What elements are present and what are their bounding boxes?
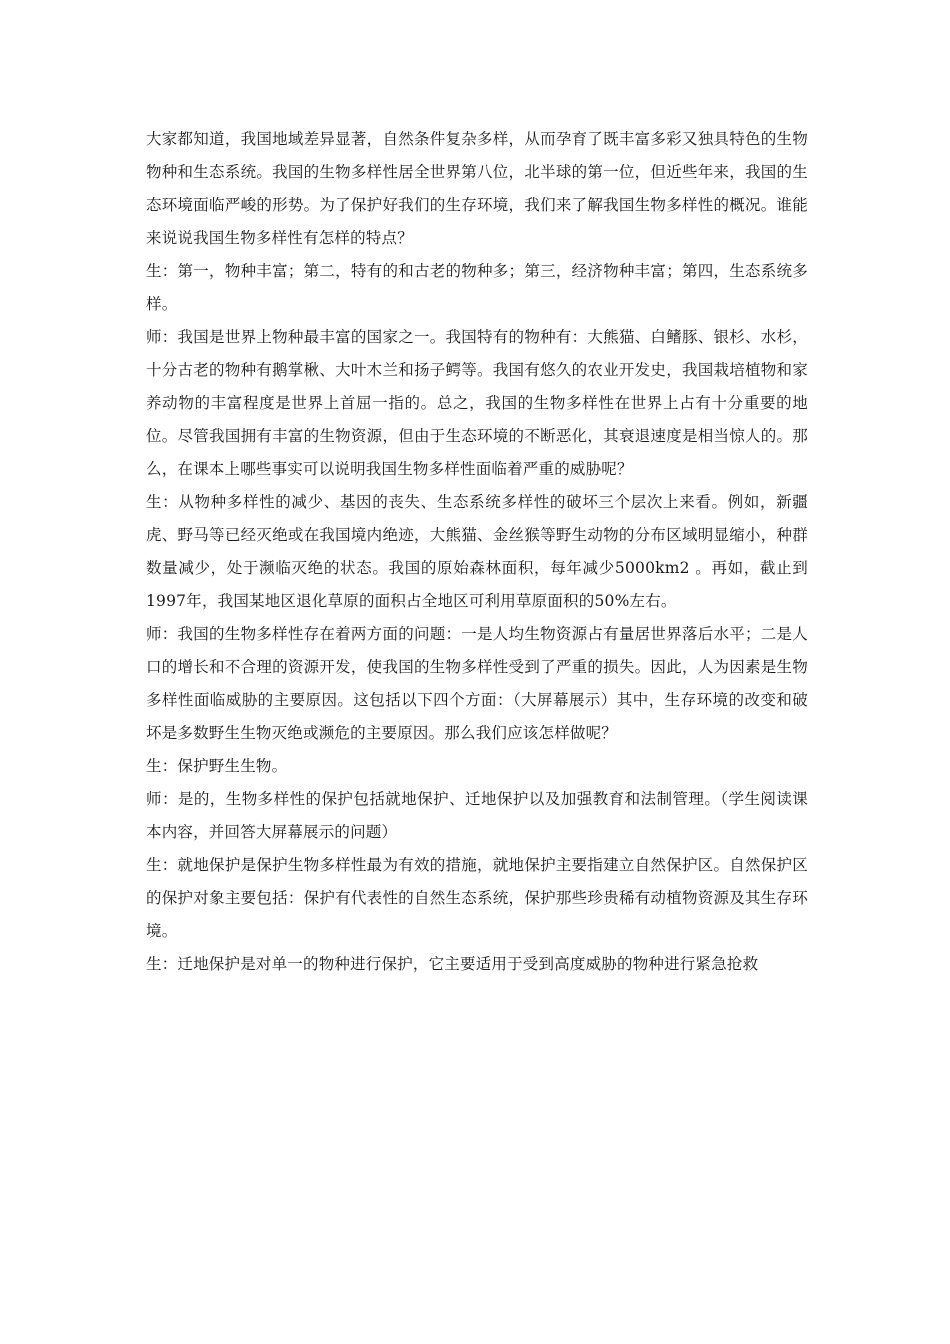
paragraph-teacher-1: 师：我国是世界上物种最丰富的国家之一。我国特有的物种有：大熊猫、白鳍豚、银杉、水杉，十分古老的物种有鹅掌楸、大叶木兰和扬子鳄等。我国有悠久的农业开发史，我国栽培植物和家养动物的丰富程度是世界上首屈一指的。总之，我国的生物多样性在世界上占有十分重要的地位。尽管我国拥有丰富的生物资源，但由于生态环境的不断恶化，其衰退速度是相当惊人的。那么，在课本上哪些事实可以说明我国生物多样性面临着严重的威胁呢？ xyxy=(146,328,808,478)
paragraph-student-1: 生：第一，物种丰富；第二，特有的和古老的物种多；第三，经济物种丰富；第四，生态系统多样。 xyxy=(146,262,808,313)
paragraph-teacher-3: 师：是的，生物多样性的保护包括就地保护、迁地保护以及加强教育和法制管理。（学生阅读课本内容，并回答大屏幕展示的问题） xyxy=(146,790,808,841)
paragraph-student-4: 生：就地保护是保护生物多样性最为有效的措施，就地保护主要指建立自然保护区。自然保护区的保护对象主要包括：保护有代表性的自然生态系统，保护那些珍贵稀有动植物资源及其生存环境。 xyxy=(146,856,808,940)
paragraph-teacher-2: 师：我国的生物多样性存在着两方面的问题：一是人均生物资源占有量居世界落后水平；二是人口的增长和不合理的资源开发，使我国的生物多样性受到了严重的损失。因此，人为因素是生物多样性面临威胁的主要原因。这包括以下四个方面：（大屏幕展示）其中，生存环境的改变和破坏是多数野生生物灭绝或濒危的主要原因。那么我们应该怎样做呢？ xyxy=(146,625,808,742)
paragraph-intro: 大家都知道，我国地域差异显著，自然条件复杂多样，从而孕育了既丰富多彩又独具特色的生物物种和生态系统。我国的生物多样性居全世界第八位，北半球的第一位，但近些年来，我国的生态环境面临严峻的形势。为了保护好我们的生存环境，我们来了解我国生物多样性的概况。谁能来说说我国生物多样性有怎样的特点？ xyxy=(146,130,808,247)
document-body xyxy=(146,123,808,981)
paragraph-student-3: 生：保护野生生物。 xyxy=(146,757,288,775)
paragraph-student-5: 生：迁地保护是对单一的物种进行保护，它主要适用于受到高度威胁的物种进行紧急抢救 xyxy=(146,955,759,973)
paragraph-student-2: 生：从物种多样性的减少、基因的丧失、生态系统多样性的破坏三个层次上来看。例如，新疆虎、野马等已经灭绝或在我国境内绝迹，大熊猫、金丝猴等野生动物的分布区域明显缩小，种群数量减少，处于濒临灭绝的状态。我国的原始森林面积，每年减少5000km2 。再如，截止到1997年，我国某地区退化草原的面积占全地区可利用草原面积的50%左右。 xyxy=(146,493,808,610)
